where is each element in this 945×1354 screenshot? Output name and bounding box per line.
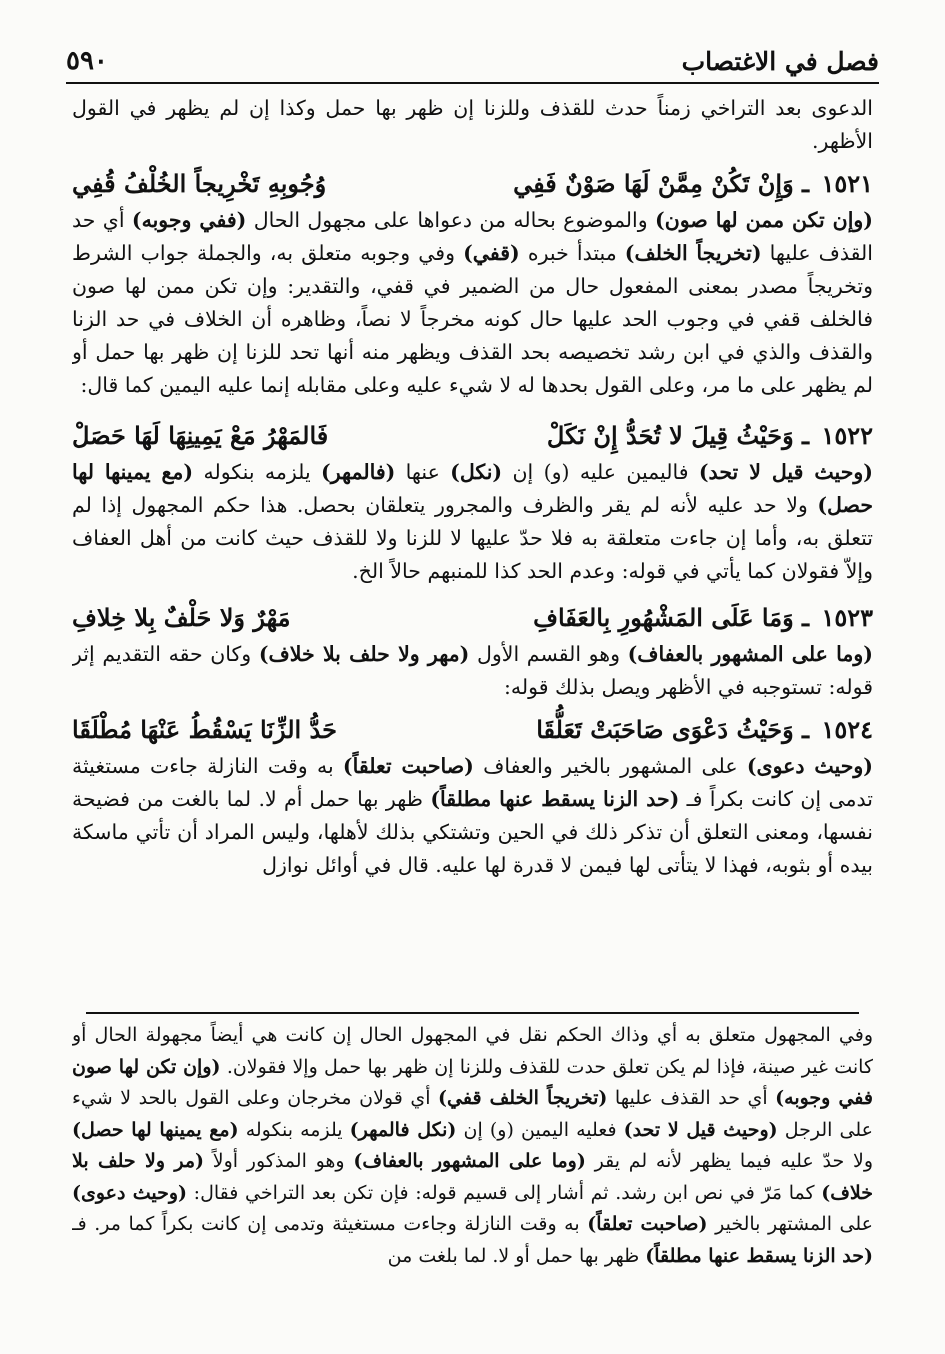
footnote-text: أي قولان مخرجان وعلى القول بالحد لا شيء على الرجل xyxy=(72,1087,873,1141)
verse-second-hemistich: فَالمَهْرُ مَعْ يَمِينِهَا لَهَا حَصَلْ xyxy=(72,421,329,450)
quoted-phrase: (وحيث دعوى) xyxy=(72,1181,188,1204)
verse-number: ١٥٢٤ xyxy=(821,715,873,744)
verse-first-hemistich: ـ وَإِنْ تَكُنْ مِمَّنْ لَهَا صَوْنٌ فَفِي xyxy=(513,169,810,198)
commentary-text: على المشهور بالخير والعفاف xyxy=(473,754,747,778)
footnote-text: ولا حدّ عليه فيما يظهر لأنه لم يقر xyxy=(585,1150,873,1172)
quoted-phrase: (حد الزنا يسقط عنها مطلقاً) xyxy=(645,1244,873,1267)
commentary-text: عنها xyxy=(395,460,451,484)
commentary-1523 xyxy=(72,638,873,704)
commentary-text: وكان حقه التقديم إثر قوله: تستوجبه في الأظهر ويصل بذلك قوله: xyxy=(72,642,873,699)
quoted-phrase: (تخريجاً الخلف قفي) xyxy=(438,1087,608,1109)
verse-number: ١٥٢١ xyxy=(821,169,873,198)
footnote-text: ظهر بها حمل أو لا. لما بلغت من xyxy=(387,1244,646,1267)
verse-number: ١٥٢٣ xyxy=(821,603,873,632)
commentary-1521 xyxy=(72,204,873,402)
paragraph-intro: الدعوى بعد التراخي زمناً حدث للقذف وللزنا إن ظهر بها حمل وكذا إن لم يظهر في القول الأظهر. xyxy=(72,96,873,153)
commentary-text: به وقت النازلة جاءت مستغيثة تدمى إن كانت بكراً فـ xyxy=(72,754,873,811)
verse-1522 xyxy=(72,418,873,454)
quoted-phrase: (وما على المشهور بالعفاف) xyxy=(353,1150,586,1172)
footnote-text: يلزمه بنكوله xyxy=(238,1118,350,1141)
verse-number: ١٥٢٢ xyxy=(821,421,873,450)
footnote-text: أي حد القذف عليها xyxy=(607,1087,776,1109)
quoted-phrase: (مر ولا حلف بلا خلاف) xyxy=(72,1150,873,1204)
footnote-text: فعليه اليمين (و) إن xyxy=(456,1118,624,1141)
footnote-text: على المشتهر بالخير xyxy=(707,1213,873,1235)
quoted-phrase: (وحيث قيل لا تحد) xyxy=(698,460,873,484)
footnote-text: وفي المجهول متعلق به أي وذاك الحكم نقل في المجهول الحال إن كانت هي أيضاً مجهولة الحال أو كانت غير صينة، فإذا لم يكن تعلق حدت للقذف وللزنا إن ظهر بها حمل وإلا فقولان. xyxy=(72,1024,873,1078)
commentary-text: فاليمين عليه (و) إن xyxy=(502,460,699,484)
footnote-text: وهو المذكور أولاً xyxy=(203,1150,354,1172)
verse-1521 xyxy=(72,166,873,202)
quoted-phrase: (تخريجاً الخلف) xyxy=(624,241,762,265)
quoted-phrase: (ففي وجوبه) xyxy=(131,208,247,232)
commentary-text: يلزمه بنكوله xyxy=(193,460,322,484)
verse-second-hemistich: حَدُّ الزِّنَا يَسْقُطُ عَنْهَا مُطْلَقَا xyxy=(72,715,337,744)
quoted-phrase: (مع يمينها لها حصل) xyxy=(72,1118,239,1141)
verse-1524 xyxy=(72,712,873,748)
verse-first-hemistich: ـ وَمَا عَلَى المَشْهُورِ بِالعَفَافِ xyxy=(533,603,810,632)
footnote-text: به وقت النازلة وجاءت مستغيثة وتدمى إن كانت بكراً كما مر. فـ xyxy=(72,1213,588,1235)
quoted-phrase: (وإن تكن لها صون ففي وجوبه) xyxy=(72,1055,873,1109)
commentary-text: أي حد القذف عليها xyxy=(72,208,873,265)
page-header xyxy=(66,36,879,84)
verse-second-hemistich: وُجُوبِهِ تَخْرِيجاً الخُلْفُ قُفِي xyxy=(72,169,327,198)
commentary-text: وهو القسم الأول xyxy=(469,642,628,666)
quoted-phrase: (وحيث دعوى) xyxy=(746,754,873,778)
quoted-phrase: (مع يمينها لها حصل) xyxy=(72,460,873,517)
quoted-phrase: (حد الزنا يسقط عنها مطلقاً) xyxy=(430,787,680,811)
commentary-text: والموضوع بحاله من دعواها على مجهول الحال xyxy=(246,208,655,232)
commentary-1524 xyxy=(72,750,873,882)
footnote-divider xyxy=(86,1012,859,1014)
footnote xyxy=(72,1020,873,1350)
verse-1523 xyxy=(72,600,873,636)
footnote-text: كما مَرّ في نص ابن رشد. ثم أشار إلى قسيم قوله: فإن تكن بعد التراخي فقال: xyxy=(187,1181,822,1204)
quoted-phrase: (صاحبت تعلقاً) xyxy=(342,754,474,778)
quoted-phrase: (مهر ولا حلف بلا خلاف) xyxy=(258,642,470,666)
commentary-text: وفي وجوبه متعلق به، والجملة جواب الشرط وتخريجاً مصدر بمعنى المفعول حال من الضمير في قفي، والتقدير: وإن تكن ممن لها صون فالخلف قفي في وجوب الحد عليها حال كونه مخرجاً لا نصاً، وظاهره أن الخلاف في حد الزنا والقذف والذي في ابن رشد تخصيصه بحد القذف ويظهر منه أنها تحد للزنا إن ظهر بها حمل أو لم يظهر على ما مر، وعلى القول بحدها له لا شيء عليه وعلى مقابله إنما عليه اليمين كما قال: xyxy=(72,241,873,397)
running-title: فصل في الاغتصاب xyxy=(681,47,879,76)
verse-second-hemistich: مَهْرٌ وَلا حَلْفٌ بِلا خِلافِ xyxy=(72,603,291,632)
verse-first-hemistich: ـ وَحَيْثُ دَعْوَى صَاحَبَتْ تَعَلُّقَا xyxy=(536,715,810,744)
main-text xyxy=(72,92,873,1000)
quoted-phrase: (نكل فالمهر) xyxy=(349,1118,457,1141)
quoted-phrase: (وما على المشهور بالعفاف) xyxy=(627,642,873,666)
page-number: ٥٩٠ xyxy=(66,46,108,76)
commentary-text: مبتدأ خبره xyxy=(519,241,625,265)
verse-first-hemistich: ـ وَحَيْثُ قِيلَ لا تُحَدُّ إِنْ نَكَلْ xyxy=(546,421,810,450)
quoted-phrase: (صاحبت تعلقاً) xyxy=(587,1213,708,1235)
quoted-phrase: (وحيث قيل لا تحد) xyxy=(623,1118,778,1141)
commentary-text: ظهر بها حمل أم لا. لما بالغت من فضيحة نفسها، ومعنى التعلق أن تذكر ذلك في الحين وتشتكي بذلك لأهلها، وليس المراد أن تأتي ماسكة بيده أو بثوبه، فهذا لا يتأتى لها فيمن لا قدرة لها عليه. قال في أوائل نوازل xyxy=(72,787,873,877)
quoted-phrase: (قفي) xyxy=(463,241,520,265)
quoted-phrase: (وإن تكن ممن لها صون) xyxy=(655,208,873,232)
commentary-text: ولا حد عليه لأنه لم يقر والظرف والمجرور يتعلقان بحصل. هذا حكم المجهول إذا لم تتعلق به، وأما إن جاءت متعلقة به فلا حدّ عليها لا للزنا ولا للقذف حيث كانت من أهل العفاف وإلاّ فقولان كما يأتي في قوله: وعدم الحد كذا للمنبهم حالاً الخ. xyxy=(72,493,873,583)
quoted-phrase: (فالمهر) xyxy=(321,460,396,484)
quoted-phrase: (نكل) xyxy=(450,460,503,484)
commentary-1522 xyxy=(72,456,873,588)
